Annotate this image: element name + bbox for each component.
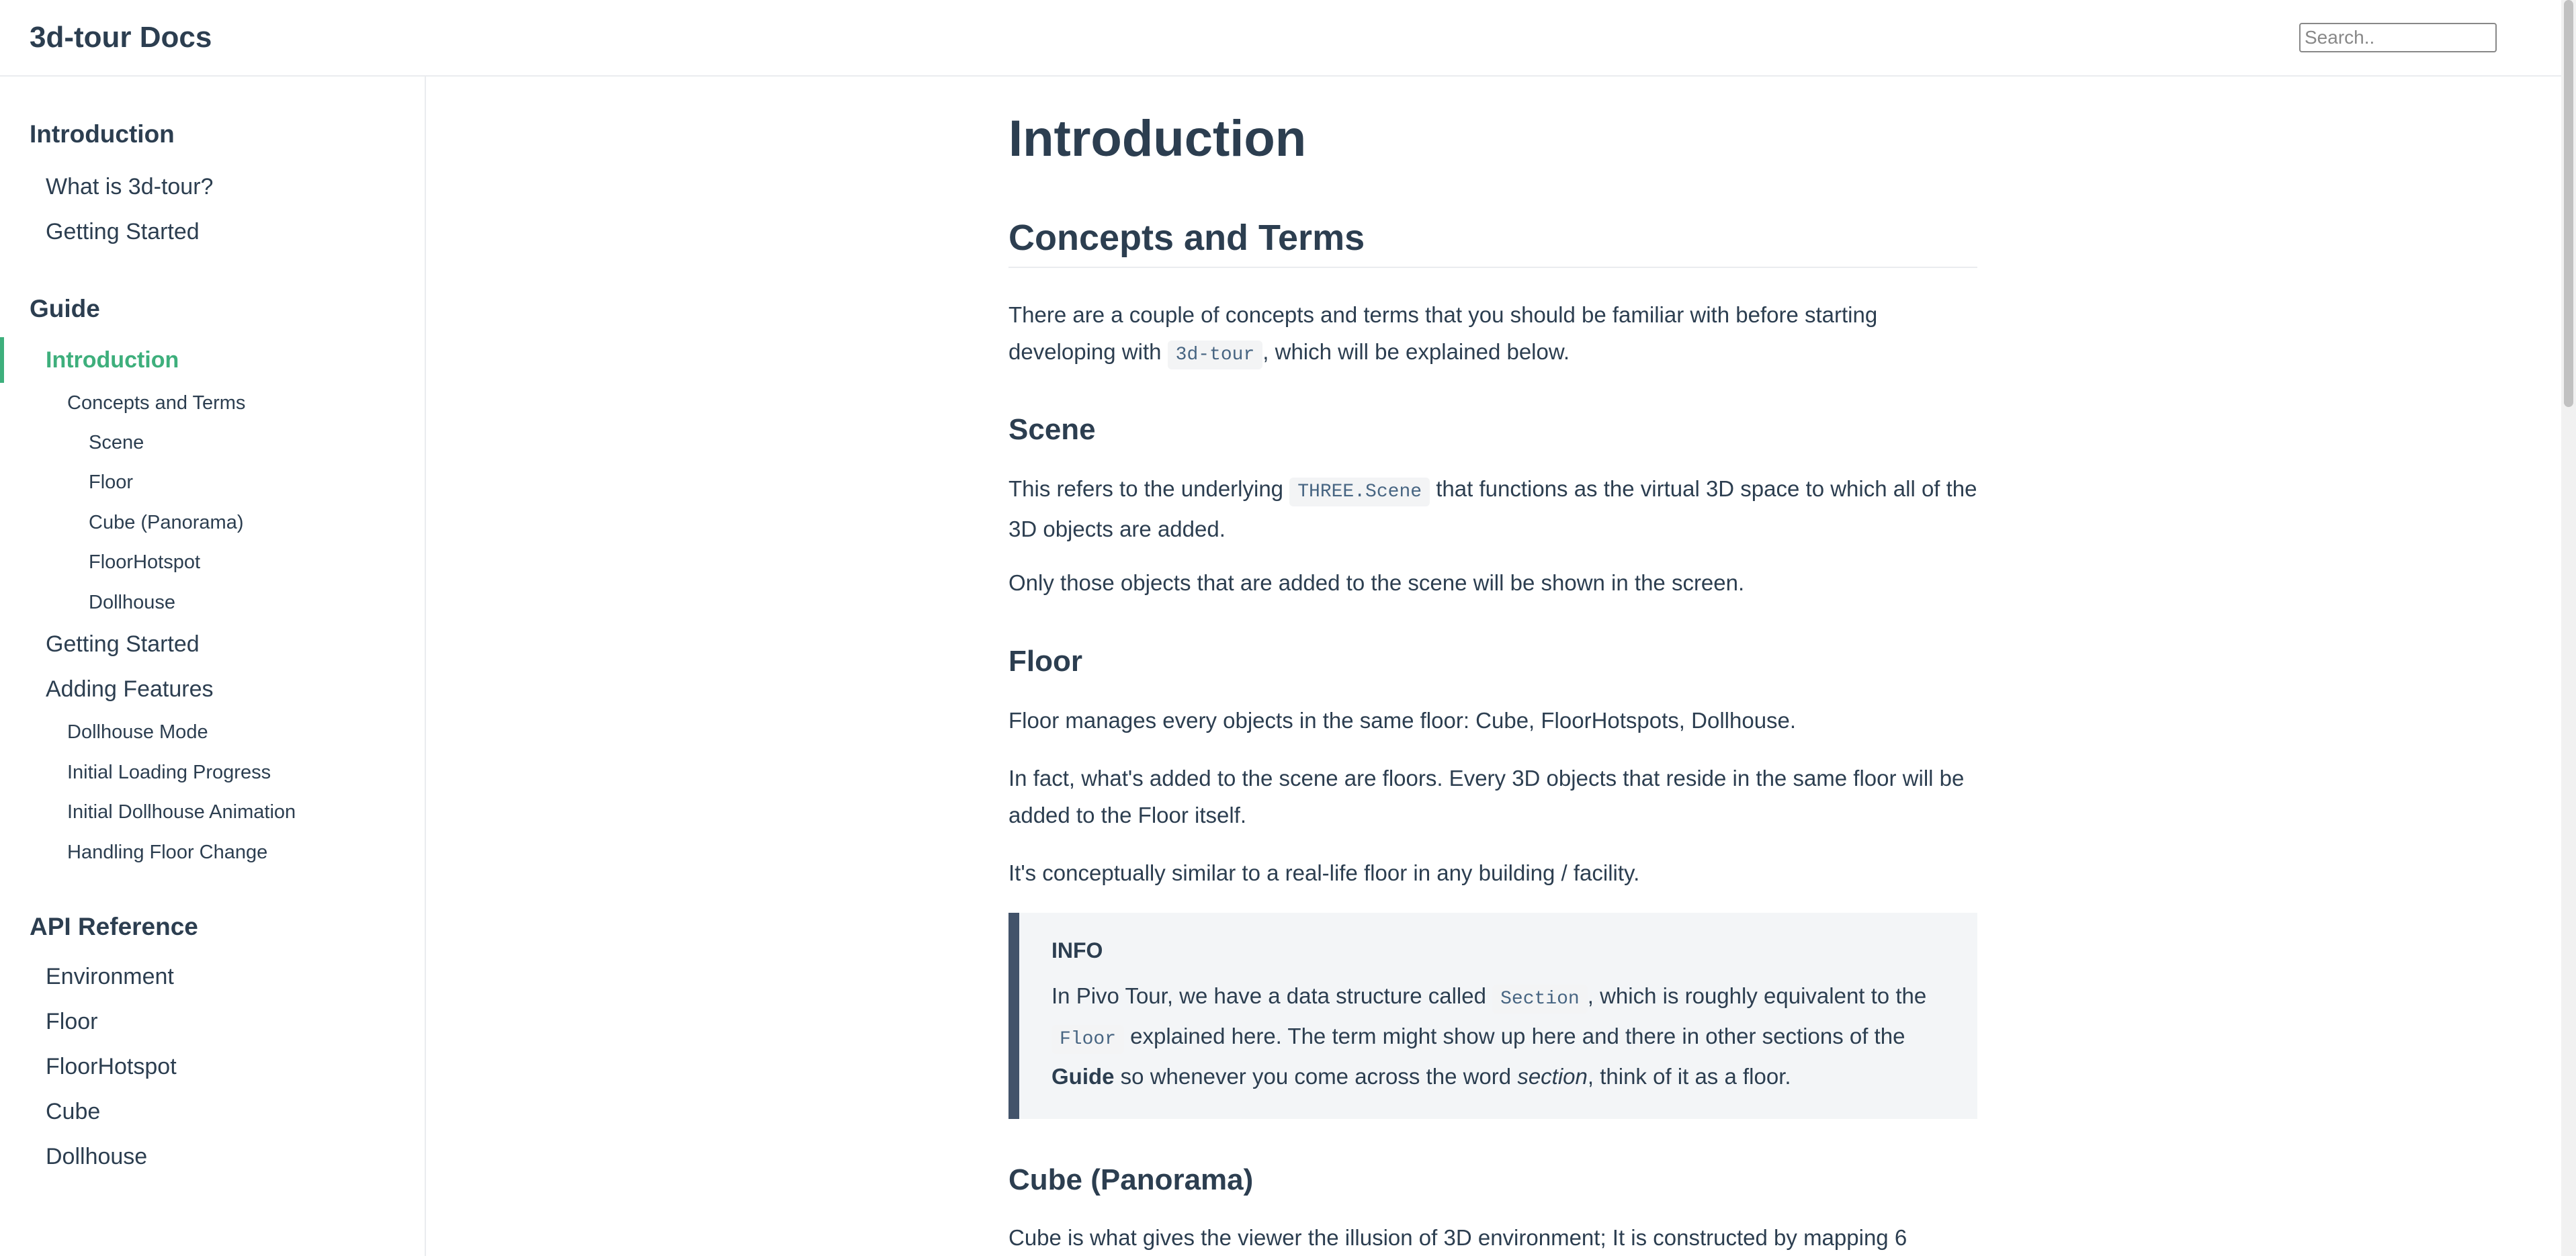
sidebar-item-adding-features[interactable]: Adding Features [46, 676, 214, 702]
sidebar-item-dollhouse-mode[interactable]: Dollhouse Mode [67, 721, 208, 743]
sidebar-group-guide[interactable]: Guide [30, 295, 100, 322]
paragraph-concepts-intro: There are a couple of concepts and terms that you should be familiar with before starting developing with 3d-tour , which will be explained below. [1008, 296, 1977, 373]
paragraph-floor-2: In fact, what's added to the scene are floors. Every 3D objects that reside in the same floor will be added to the Floor itself. [1008, 766, 1965, 827]
sidebar-item-initial-loading-progress[interactable]: Initial Loading Progress [67, 762, 271, 783]
heading-cube-panorama: Cube (Panorama) [1008, 1163, 1254, 1196]
sidebar-item-handling-floor-change[interactable]: Handling Floor Change [67, 842, 268, 863]
sidebar-item-cube-panorama[interactable]: Cube (Panorama) [89, 512, 244, 533]
paragraph-scene-1: This refers to the underlying THREE.Scene that functions as the virtual 3D space to which all of the 3D objects are added. [1008, 476, 1977, 541]
info-callout [1008, 913, 1977, 1119]
paragraph-cube-1: Cube is what gives the viewer the illusion of 3D environment; It is constructed by mapping 6 [1008, 1225, 1907, 1250]
info-callout-title: INFO [1051, 938, 1103, 962]
paragraph-floor-1: Floor manages every objects in the same floor: Cube, FloorHotspots, Dollhouse. [1008, 708, 1797, 733]
info-callout-text: In Pivo Tour, we have a data structure called Section , which is roughly equivalent to the Floor explained here. The term might show up here and there in other sections of the Guide so whenever you come across the word section, think of it as a floor. [1051, 983, 1927, 1089]
inline-code-3d-tour: 3d-tour [1168, 341, 1263, 369]
inline-code-floor: Floor [1051, 1025, 1124, 1054]
sidebar-item-getting-started-intro[interactable]: Getting Started [46, 219, 200, 244]
sidebar-group-api-reference[interactable]: API Reference [30, 913, 198, 940]
sidebar-item-floorhotspot[interactable]: FloorHotspot [89, 551, 201, 573]
sidebar-item-api-dollhouse[interactable]: Dollhouse [46, 1144, 148, 1169]
sidebar-item-environment[interactable]: Environment [46, 964, 174, 989]
sidebar-group-introduction[interactable]: Introduction [30, 120, 175, 148]
paragraph-scene-2: Only those objects that are added to the scene will be shown in the screen. [1008, 570, 1745, 595]
heading-concepts-and-terms: Concepts and Terms [1008, 218, 1365, 258]
sidebar-item-dollhouse[interactable]: Dollhouse [89, 592, 175, 613]
sidebar-item-what-is-3d-tour[interactable]: What is 3d-tour? [46, 174, 214, 199]
search-input[interactable] [2299, 23, 2497, 52]
active-indicator [0, 337, 4, 383]
sidebar-item-introduction-active[interactable]: Introduction [46, 347, 179, 373]
heading-divider [1008, 267, 1977, 268]
sidebar-item-getting-started-guide[interactable]: Getting Started [46, 631, 200, 657]
inline-code-three-scene: THREE.Scene [1289, 478, 1430, 506]
sidebar-item-scene[interactable]: Scene [89, 432, 144, 453]
scrollbar-thumb[interactable] [2564, 0, 2573, 407]
heading-scene: Scene [1008, 413, 1096, 446]
paragraph-floor-3: It's conceptually similar to a real-life floor in any building / facility. [1008, 860, 1640, 885]
sidebar-item-api-floor[interactable]: Floor [46, 1009, 98, 1034]
sidebar-item-floor[interactable]: Floor [89, 472, 134, 493]
navbar [0, 0, 2561, 77]
emphasis-section: section [1517, 1064, 1588, 1089]
sidebar-item-api-cube[interactable]: Cube [46, 1099, 101, 1124]
page-title: Introduction [1008, 110, 1307, 167]
page-scrollbar[interactable] [2561, 0, 2576, 1256]
sidebar [0, 77, 426, 1256]
sidebar-item-concepts-and-terms[interactable]: Concepts and Terms [67, 392, 246, 414]
heading-floor: Floor [1008, 645, 1082, 678]
site-name-link[interactable]: 3d-tour Docs [30, 21, 212, 54]
strong-guide: Guide [1051, 1064, 1115, 1089]
inline-code-section: Section [1492, 985, 1588, 1014]
sidebar-item-initial-dollhouse-animation[interactable]: Initial Dollhouse Animation [67, 801, 296, 823]
sidebar-item-api-floorhotspot[interactable]: FloorHotspot [46, 1054, 177, 1079]
